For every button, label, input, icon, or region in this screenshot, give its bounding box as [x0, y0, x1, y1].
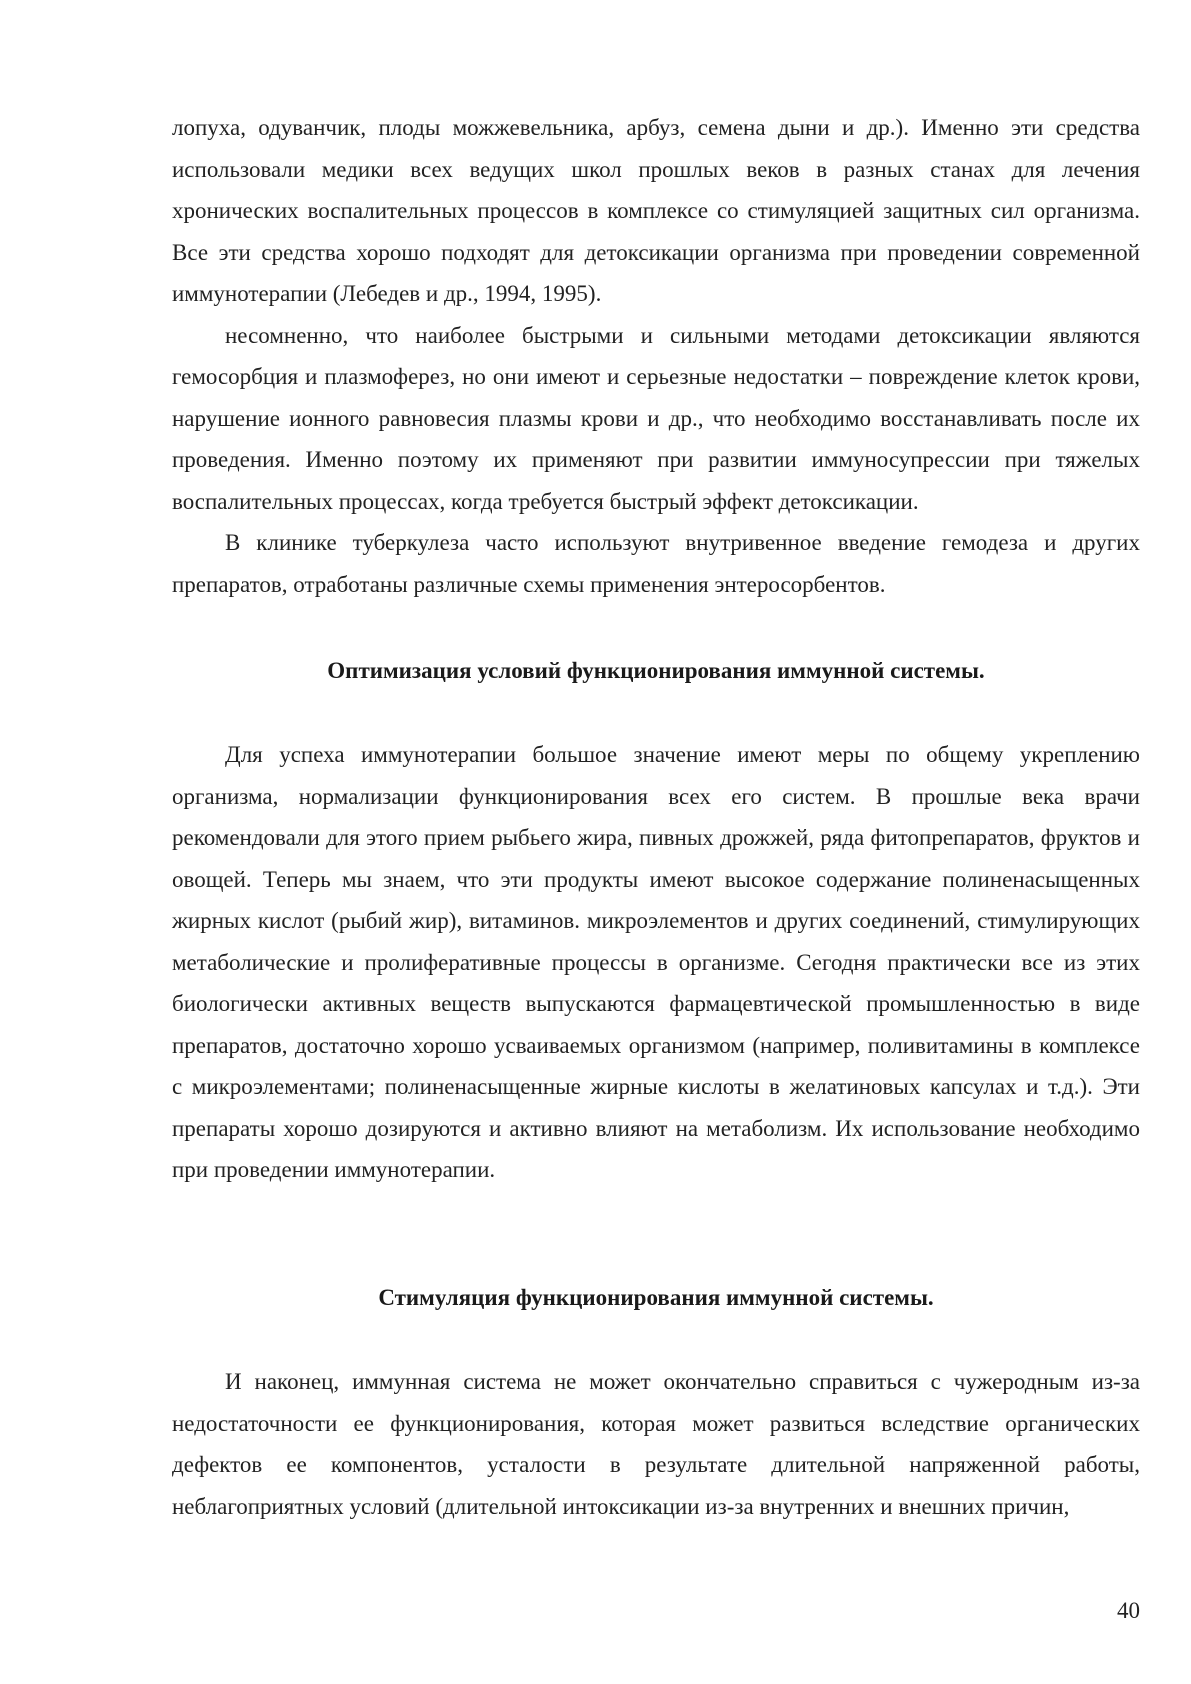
page-number: 40 — [1117, 1598, 1140, 1623]
text-block-middle — [172, 734, 1140, 1191]
paragraph-immune-insufficiency: И наконец, иммунная система не может окончательно справиться с чужеродным из-за недостаточности ее функционирования, которая может развиться вследствие органических дефектов ее компонентов, усталости в результате длительной напряженной работы, неблагоприятных условий (длительной интоксикации из-за внутренних и внешних причин, — [172, 1369, 1140, 1519]
paragraph-tuberculosis-clinic: В клинике туберкулеза часто используют внутривенное введение гемодеза и других препаратов, отработаны различные схемы применения энтеросорбентов. — [172, 530, 1140, 597]
paragraph-detox-remedies: лопуха, одуванчик, плоды можжевельника, арбуз, семена дыни и др.). Именно эти средства использовали медики всех ведущих школ прошлых веков в разных станах для лечения хронических воспалительных процессов в комплексе со стимуляцией защитных сил организма. Все эти средства хорошо подходят для детоксикации организма при проведении современной иммунотерапии (Лебедев и др., 1994, 1995). — [172, 115, 1140, 306]
paragraph-immunotherapy-success: Для успеха иммунотерапии большое значение имеют меры по общему укреплению организма, нормализации функционирования всех его систем. В прошлые века врачи рекомендовали для этого прием рыбьего жира, пивных дрожжей, ряда фитопрепаратов, фруктов и овощей. Теперь мы знаем, что эти продукты имеют высокое содержание полиненасыщенных жирных кислот (рыбий жир), витаминов. микроэлементов и других соединений, стимулирующих метаболические и пролиферативные процессы в организме. Сегодня практически все из этих биологически активных веществ выпускаются фармацевтической промышленностью в виде препаратов, достаточно хорошо усваиваемых организмом (например, поливитамины в комплексе с микроэлементами; полиненасыщенные жирные кислоты в желатиновых капсулах и т.д.). Эти препараты хорошо дозируются и активно влияют на метаболизм. Их использование необходимо при проведении иммунотерапии. — [172, 742, 1140, 1182]
paragraph-hemosorption: несомненно, что наиболее быстрыми и сильными методами детоксикации являются гемосорбция и плазмоферез, но они имеют и серьезные недостатки – повреждение клеток крови, нарушение ионного равновесия плазмы крови и др., что необходимо восстанавливать после их проведения. Именно поэтому их применяют при развитии иммуносупрессии при тяжелых воспалительных процессах, когда требуется быстрый эффект детоксикации. — [172, 322, 1140, 514]
text-block-top — [172, 107, 1140, 605]
section-heading-stimulation: Стимуляция функционирования иммунной системы. — [378, 1285, 934, 1310]
section-heading-optimization: Оптимизация условий функционирования иммунной системы. — [327, 658, 985, 683]
text-block-bottom — [172, 1361, 1140, 1527]
